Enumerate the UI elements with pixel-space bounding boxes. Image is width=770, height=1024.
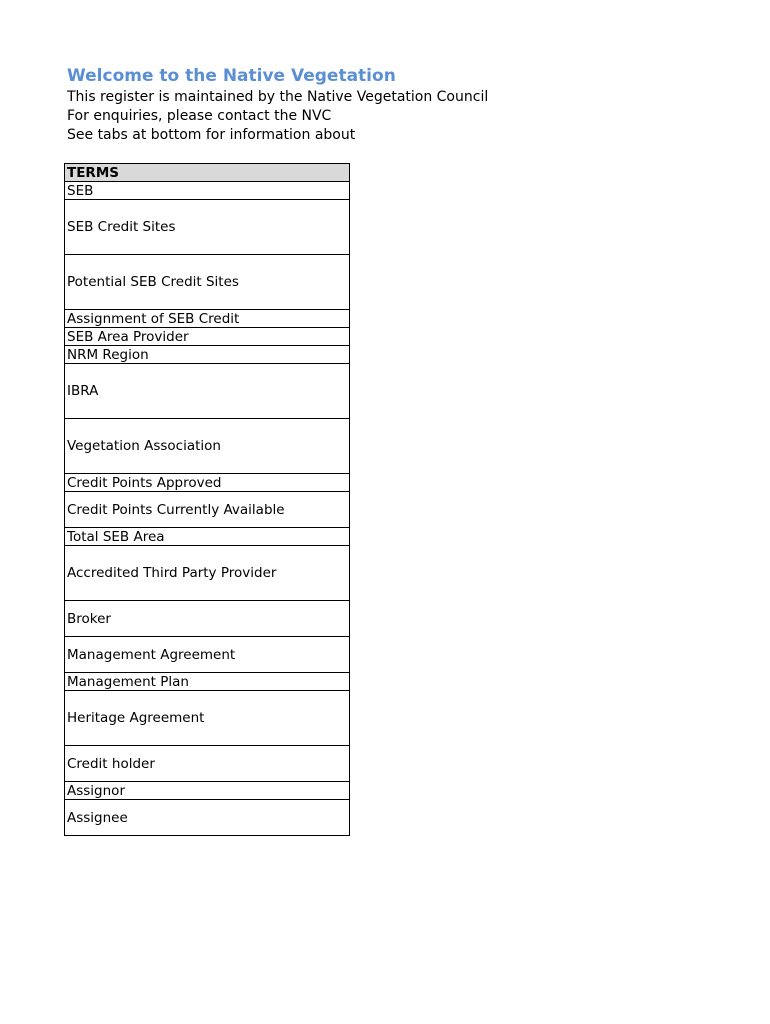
intro-header — [67, 64, 489, 145]
term-cell[interactable]: Total SEB Area — [65, 528, 350, 546]
table-row — [65, 328, 350, 346]
table-row — [65, 310, 350, 328]
table-row — [65, 528, 350, 546]
table-row — [65, 492, 350, 528]
table-row — [65, 346, 350, 364]
term-cell[interactable]: Broker — [65, 601, 350, 637]
term-cell[interactable]: IBRA — [65, 364, 350, 419]
term-cell[interactable]: Management Agreement — [65, 637, 350, 673]
table-row — [65, 746, 350, 782]
table-row — [65, 601, 350, 637]
term-cell[interactable]: SEB Credit Sites — [65, 200, 350, 255]
terms-table — [64, 163, 350, 836]
term-cell[interactable]: SEB — [65, 182, 350, 200]
term-cell[interactable]: Potential SEB Credit Sites — [65, 255, 350, 310]
term-cell[interactable]: Credit holder — [65, 746, 350, 782]
table-row — [65, 419, 350, 474]
term-cell[interactable]: Assignor — [65, 782, 350, 800]
term-cell[interactable]: SEB Area Provider — [65, 328, 350, 346]
table-row — [65, 474, 350, 492]
term-cell[interactable]: Assignee — [65, 800, 350, 836]
table-row — [65, 800, 350, 836]
term-cell[interactable]: Assignment of SEB Credit — [65, 310, 350, 328]
table-row — [65, 255, 350, 310]
table-row — [65, 200, 350, 255]
term-cell[interactable]: Heritage Agreement — [65, 691, 350, 746]
term-cell[interactable]: Vegetation Association — [65, 419, 350, 474]
terms-header-row — [65, 164, 350, 182]
term-cell[interactable]: Management Plan — [65, 673, 350, 691]
term-cell[interactable]: Credit Points Approved — [65, 474, 350, 492]
intro-line-register: This register is maintained by the Native Vegetation Council — [67, 89, 489, 105]
page-title: Welcome to the Native Vegetation — [67, 66, 396, 86]
table-row — [65, 782, 350, 800]
intro-line-enquiries: For enquiries, please contact the NVC — [67, 108, 332, 124]
table-row — [65, 182, 350, 200]
table-row — [65, 364, 350, 419]
intro-line-tabs-info: See tabs at bottom for information about — [67, 127, 356, 143]
table-row — [65, 637, 350, 673]
table-row — [65, 673, 350, 691]
term-cell[interactable]: NRM Region — [65, 346, 350, 364]
table-row — [65, 691, 350, 746]
table-row — [65, 546, 350, 601]
terms-header-cell[interactable]: TERMS — [65, 164, 350, 182]
term-cell[interactable]: Accredited Third Party Provider — [65, 546, 350, 601]
term-cell[interactable]: Credit Points Currently Available — [65, 492, 350, 528]
